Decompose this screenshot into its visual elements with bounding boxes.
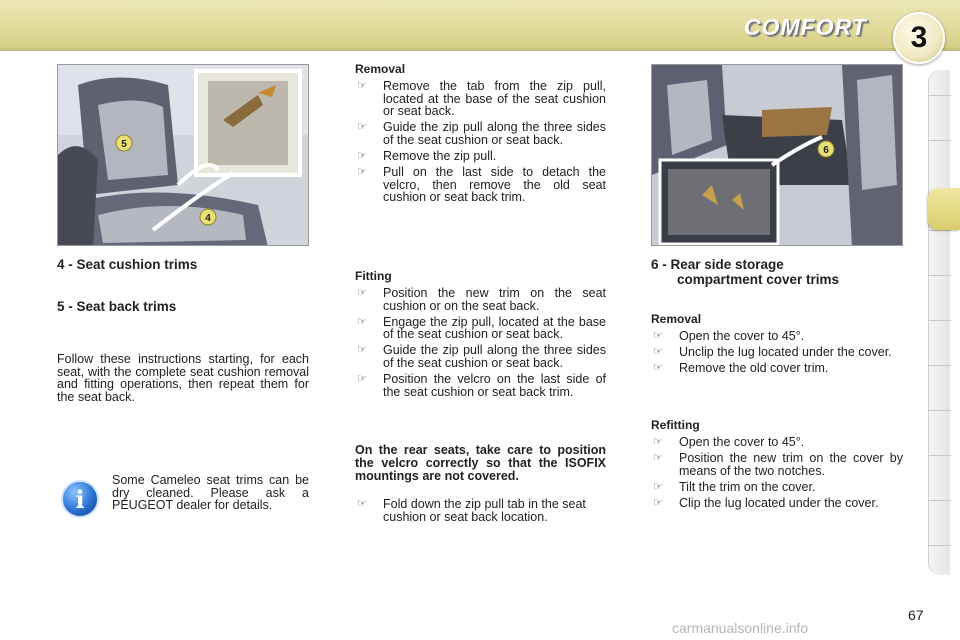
callout-5: 5 <box>121 139 127 150</box>
info-note: Some Cameleo seat trims can be dry cleaned. Please ask a PEUGEOT dealer for details. <box>112 473 309 513</box>
pointing-hand-icon: ☞ <box>357 498 367 510</box>
chapter-tab-active[interactable] <box>928 188 960 230</box>
heading-storage-cover-trims <box>651 257 911 287</box>
heading-line-1: 6 - Rear side storage <box>651 257 784 272</box>
seat-trim-photo <box>57 64 309 246</box>
chapter-tab-divider <box>929 455 951 456</box>
list-item: ☞ Position the new trim on the cover by means of the two notches. <box>653 451 903 478</box>
chapter-tab-divider <box>929 230 951 231</box>
heading-line-2: compartment cover trims <box>677 272 840 287</box>
chapter-tab-divider <box>929 320 951 321</box>
list-item: ☞ Remove the zip pull. <box>357 148 497 163</box>
isofix-warning: On the rear seats, take care to position the velcro correctly so that the ISOFIX mountings are not covered. <box>355 443 606 483</box>
refitting-title: Refitting <box>651 418 700 432</box>
pointing-hand-icon: ☞ <box>653 346 663 359</box>
chapter-tab-divider <box>929 95 951 96</box>
chapter-tab-divider <box>929 545 951 546</box>
pointing-hand-icon: ☞ <box>653 330 663 342</box>
pointing-hand-icon: ☞ <box>653 480 663 493</box>
list-item: ☞ Remove the old cover trim. <box>653 361 829 376</box>
list-item: ☞ Unclip the lug located under the cover. <box>653 345 892 360</box>
info-icon: i <box>61 480 99 518</box>
storage-cover-photo <box>651 64 903 246</box>
chapter-title: COMFORT <box>744 14 867 40</box>
heading-seat-back-trims: 5 - Seat back trims <box>57 299 177 314</box>
list-item: ☞ Position the velcro on the last side of the seat cushion or seat back trim. <box>357 372 606 399</box>
final-step-list <box>355 498 606 527</box>
pointing-hand-icon: ☞ <box>653 496 663 509</box>
watermark: carmanualsonline.info <box>672 620 809 636</box>
list-item: ☞ Guide the zip pull along the three sides of the seat cushion or seat back. <box>357 343 606 370</box>
pointing-hand-icon: ☞ <box>653 436 663 448</box>
right-removal-title: Removal <box>651 312 702 326</box>
fitting-title: Fitting <box>355 269 392 283</box>
list-item: ☞ Fold down the zip pull tab in the seat cushion or seat back location. <box>357 497 586 524</box>
right-removal-steps-list <box>651 330 903 378</box>
pointing-hand-icon: ☞ <box>357 373 367 386</box>
removal-title: Removal <box>355 62 406 76</box>
header-strip <box>0 48 960 51</box>
pointing-hand-icon: ☞ <box>357 121 367 134</box>
pointing-hand-icon: ☞ <box>357 166 367 179</box>
intro-paragraph: Follow these instructions starting, for each seat, with the complete seat cushion removal and fitting operations, then repeat them for the seat back. <box>57 352 309 404</box>
refitting-steps-list <box>651 436 903 513</box>
list-item: ☞ Engage the zip pull, located at the base of the seat cushion or seat back. <box>357 314 606 342</box>
pointing-hand-icon: ☞ <box>653 452 663 465</box>
chapter-tab-divider <box>929 275 951 276</box>
list-item: ☞ Clip the lug located under the cover. <box>653 495 879 510</box>
list-item: ☞ Position the new trim on the seat cushion or on the seat back. <box>357 286 606 313</box>
chapter-tab-divider <box>929 365 951 366</box>
callout-4: 4 <box>205 213 211 224</box>
pointing-hand-icon: ☞ <box>357 315 367 328</box>
fitting-steps-list <box>355 287 606 402</box>
list-item: ☞ Pull on the last side to detach the velcro, then remove the old seat cushion or seat back trim. <box>357 165 606 205</box>
heading-seat-cushion-trims: 4 - Seat cushion trims <box>57 257 198 272</box>
pointing-hand-icon: ☞ <box>357 287 367 299</box>
list-item: ☞ Open the cover to 45°. <box>653 435 805 449</box>
pointing-hand-icon: ☞ <box>357 80 367 92</box>
chapter-number-badge: 3 <box>893 12 945 64</box>
chapter-tab-divider <box>929 410 951 411</box>
list-item: ☞ Remove the tab from the zip pull, located at the base of the seat cushion or seat back. <box>357 79 606 119</box>
list-item: ☞ Guide the zip pull along the three sides of the seat cushion or seat back. <box>357 120 606 147</box>
pointing-hand-icon: ☞ <box>357 149 367 162</box>
chapter-tab-divider <box>929 140 951 141</box>
callout-6: 6 <box>823 145 829 156</box>
pointing-hand-icon: ☞ <box>653 362 663 375</box>
chapter-tabs[interactable] <box>928 70 950 575</box>
list-item: ☞ Tilt the trim on the cover. <box>653 479 816 494</box>
removal-steps-list <box>355 80 606 207</box>
pointing-hand-icon: ☞ <box>357 344 367 357</box>
list-item: ☞ Open the cover to 45°. <box>653 329 805 343</box>
chapter-tab-divider <box>929 500 951 501</box>
page-number: 67 <box>908 607 924 623</box>
